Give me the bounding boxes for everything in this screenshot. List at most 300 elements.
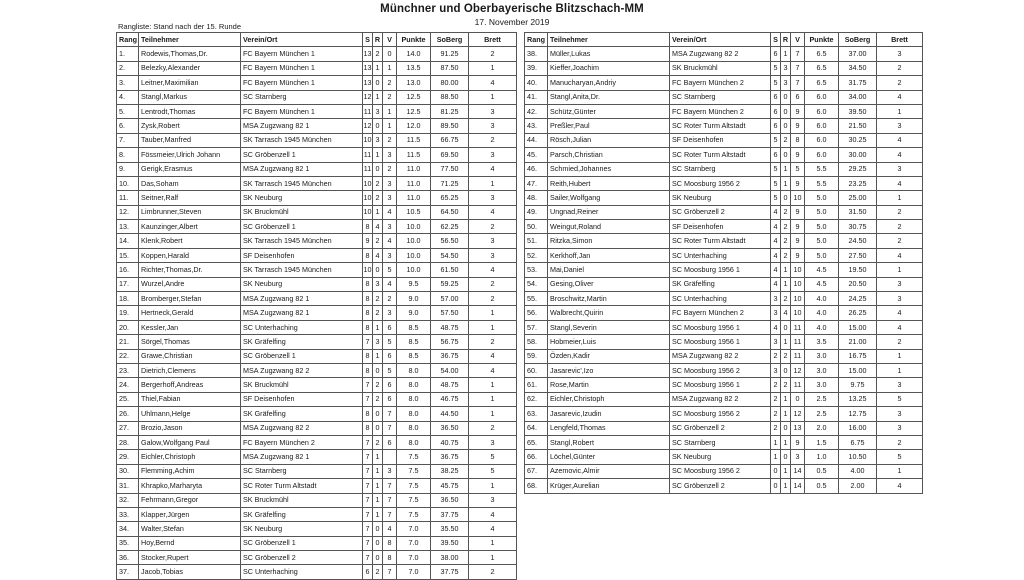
losses-cell: 6 xyxy=(791,90,805,104)
rank-cell: 7. xyxy=(117,133,139,147)
losses-cell: 14 xyxy=(791,464,805,478)
club-cell: SC Roter Turm Altstadt xyxy=(241,479,363,493)
table-row xyxy=(117,435,517,449)
club-cell: SC Unterhaching xyxy=(670,292,771,306)
table-row xyxy=(525,119,923,133)
draws-cell: 0 xyxy=(373,363,383,377)
soberg-cell: 91.25 xyxy=(431,47,469,61)
wins-cell: 12 xyxy=(363,90,373,104)
name-cell: Sörgel,Thomas xyxy=(139,335,241,349)
wins-cell: 6 xyxy=(771,148,781,162)
losses-cell: 6 xyxy=(383,435,397,449)
wins-cell: 8 xyxy=(363,292,373,306)
rank-cell: 5. xyxy=(117,104,139,118)
rank-cell: 40. xyxy=(525,76,548,90)
rank-cell: 30. xyxy=(117,464,139,478)
soberg-cell: 2.00 xyxy=(839,479,877,493)
wins-cell: 3 xyxy=(771,335,781,349)
wins-cell: 5 xyxy=(771,162,781,176)
ranking-table-left xyxy=(116,32,517,580)
draws-cell: 1 xyxy=(781,277,791,291)
board-cell: 1 xyxy=(469,320,517,334)
draws-cell: 3 xyxy=(373,104,383,118)
rank-cell: 26. xyxy=(117,407,139,421)
points-cell: 7.0 xyxy=(397,522,431,536)
draws-cell: 2 xyxy=(781,205,791,219)
points-cell: 11.5 xyxy=(397,133,431,147)
points-cell: 6.0 xyxy=(805,148,839,162)
document-title: Münchner und Oberbayerische Blitzschach-MM xyxy=(380,3,644,15)
losses-cell: 3 xyxy=(383,148,397,162)
points-cell: 3.0 xyxy=(805,349,839,363)
table-row xyxy=(525,306,923,320)
name-cell: Krüger,Aurelian xyxy=(548,479,670,493)
wins-cell: 7 xyxy=(363,392,373,406)
club-cell: SK Tarrasch 1945 München xyxy=(241,263,363,277)
board-cell: 3 xyxy=(877,277,923,291)
rank-cell: 68. xyxy=(525,479,548,493)
losses-cell: 12 xyxy=(791,407,805,421)
name-cell: Stangl,Severin xyxy=(548,320,670,334)
club-cell: SC Moosburg 1956 1 xyxy=(670,335,771,349)
soberg-cell: 65.25 xyxy=(431,191,469,205)
table-row xyxy=(117,248,517,262)
club-cell: MSA Zugzwang 82 1 xyxy=(241,292,363,306)
table-row xyxy=(525,407,923,421)
points-cell: 9.0 xyxy=(397,306,431,320)
soberg-cell: 69.50 xyxy=(431,148,469,162)
table-row xyxy=(117,320,517,334)
losses-cell: 7 xyxy=(383,493,397,507)
soberg-cell: 57.00 xyxy=(431,292,469,306)
club-cell: SC Starnberg xyxy=(241,464,363,478)
club-cell: SK Gräfelfing xyxy=(241,507,363,521)
rank-cell: 49. xyxy=(525,205,548,219)
rank-cell: 33. xyxy=(117,507,139,521)
table-row xyxy=(117,263,517,277)
table-row xyxy=(525,263,923,277)
draws-cell: 0 xyxy=(781,421,791,435)
board-cell: 3 xyxy=(469,248,517,262)
soberg-cell: 16.75 xyxy=(839,349,877,363)
draws-cell: 3 xyxy=(781,61,791,75)
header-soberg: SoBerg xyxy=(431,33,469,47)
points-cell: 11.0 xyxy=(397,176,431,190)
board-cell: 1 xyxy=(877,363,923,377)
name-cell: Özden,Kadir xyxy=(548,349,670,363)
name-cell: Eichler,Christoph xyxy=(139,450,241,464)
draws-cell: 4 xyxy=(373,220,383,234)
wins-cell: 13 xyxy=(363,61,373,75)
draws-cell: 1 xyxy=(373,507,383,521)
soberg-cell: 64.50 xyxy=(431,205,469,219)
draws-cell: 1 xyxy=(781,392,791,406)
losses-cell: 7 xyxy=(383,507,397,521)
board-cell: 2 xyxy=(877,234,923,248)
name-cell: Zysk,Robert xyxy=(139,119,241,133)
name-cell: Ritzka,Simon xyxy=(548,234,670,248)
header-v: V xyxy=(791,33,805,47)
points-cell: 7.5 xyxy=(397,507,431,521)
draws-cell: 1 xyxy=(373,148,383,162)
name-cell: Rodewis,Thomas,Dr. xyxy=(139,47,241,61)
points-cell: 8.5 xyxy=(397,335,431,349)
table-row xyxy=(117,119,517,133)
rank-cell: 55. xyxy=(525,292,548,306)
name-cell: Grawe,Christian xyxy=(139,349,241,363)
table-row xyxy=(117,479,517,493)
header-points: Punkte xyxy=(805,33,839,47)
board-cell: 2 xyxy=(877,335,923,349)
draws-cell: 1 xyxy=(781,464,791,478)
club-cell: SC Gröbenzell 1 xyxy=(241,148,363,162)
wins-cell: 8 xyxy=(363,363,373,377)
rank-cell: 61. xyxy=(525,378,548,392)
club-cell: SK Neuburg xyxy=(670,450,771,464)
club-cell: MSA Zugzwang 82 1 xyxy=(241,119,363,133)
club-cell: SC Moosburg 1956 1 xyxy=(670,378,771,392)
club-cell: SC Moosburg 1956 2 xyxy=(670,363,771,377)
table-row xyxy=(525,277,923,291)
table-row xyxy=(525,378,923,392)
losses-cell: 7 xyxy=(383,479,397,493)
wins-cell: 13 xyxy=(363,47,373,61)
wins-cell: 8 xyxy=(363,306,373,320)
name-cell: Leitner,Maximilian xyxy=(139,76,241,90)
points-cell: 9.0 xyxy=(397,292,431,306)
points-cell: 13.5 xyxy=(397,61,431,75)
soberg-cell: 66.75 xyxy=(431,133,469,147)
soberg-cell: 54.00 xyxy=(431,363,469,377)
table-row xyxy=(525,450,923,464)
wins-cell: 5 xyxy=(771,176,781,190)
name-cell: Rose,Martin xyxy=(548,378,670,392)
rank-cell: 23. xyxy=(117,363,139,377)
wins-cell: 10 xyxy=(363,191,373,205)
wins-cell: 11 xyxy=(363,104,373,118)
board-cell: 3 xyxy=(469,234,517,248)
board-cell: 5 xyxy=(877,392,923,406)
rank-cell: 65. xyxy=(525,435,548,449)
table-row xyxy=(525,61,923,75)
club-cell: SC Unterhaching xyxy=(241,565,363,579)
club-cell: FC Bayern München 2 xyxy=(670,104,771,118)
draws-cell: 0 xyxy=(781,450,791,464)
draws-cell: 2 xyxy=(781,378,791,392)
name-cell: Koppen,Harald xyxy=(139,248,241,262)
wins-cell: 7 xyxy=(363,536,373,550)
table-row xyxy=(117,349,517,363)
club-cell: SK Tarrasch 1945 München xyxy=(241,133,363,147)
document-date: 17. November 2019 xyxy=(474,17,550,27)
club-cell: SC Starnberg xyxy=(670,90,771,104)
soberg-cell: 15.00 xyxy=(839,363,877,377)
club-cell: SC Starnberg xyxy=(670,435,771,449)
board-cell: 2 xyxy=(877,76,923,90)
draws-cell: 0 xyxy=(373,536,383,550)
losses-cell: 0 xyxy=(383,47,397,61)
name-cell: Jacob,Tobias xyxy=(139,565,241,579)
draws-cell: 2 xyxy=(373,191,383,205)
points-cell: 5.5 xyxy=(805,176,839,190)
losses-cell: 2 xyxy=(383,90,397,104)
table-row xyxy=(117,277,517,291)
header-name: Teilnehmer xyxy=(139,33,241,47)
club-cell: SK Gräfelfing xyxy=(241,407,363,421)
header-r: R xyxy=(781,33,791,47)
club-cell: MSA Zugzwang 82 1 xyxy=(241,450,363,464)
soberg-cell: 71.25 xyxy=(431,176,469,190)
points-cell: 8.0 xyxy=(397,363,431,377)
club-cell: SF Deisenhofen xyxy=(241,392,363,406)
points-cell: 2.5 xyxy=(805,407,839,421)
board-cell: 3 xyxy=(469,435,517,449)
soberg-cell: 46.75 xyxy=(431,392,469,406)
club-cell: MSA Zugzwang 82 2 xyxy=(241,363,363,377)
club-cell: SC Gröbenzell 2 xyxy=(670,205,771,219)
board-cell: 1 xyxy=(877,349,923,363)
header-soberg: SoBerg xyxy=(839,33,877,47)
name-cell: Fössmeier,Ulrich Johann xyxy=(139,148,241,162)
name-cell: Fehrmann,Gregor xyxy=(139,493,241,507)
board-cell: 3 xyxy=(877,407,923,421)
name-cell: Thiel,Fabian xyxy=(139,392,241,406)
header-s: S xyxy=(363,33,373,47)
draws-cell: 3 xyxy=(781,76,791,90)
board-cell: 5 xyxy=(877,450,923,464)
losses-cell: 11 xyxy=(791,335,805,349)
losses-cell xyxy=(383,450,397,464)
table-row xyxy=(525,90,923,104)
soberg-cell: 34.00 xyxy=(839,90,877,104)
soberg-cell: 62.25 xyxy=(431,220,469,234)
points-cell: 8.0 xyxy=(397,378,431,392)
points-cell: 2.5 xyxy=(805,392,839,406)
table-row xyxy=(117,205,517,219)
board-cell: 2 xyxy=(469,565,517,579)
rank-cell: 18. xyxy=(117,292,139,306)
table-row xyxy=(117,493,517,507)
header-rank: Rang xyxy=(525,33,548,47)
soberg-cell: 31.75 xyxy=(839,76,877,90)
points-cell: 6.5 xyxy=(805,61,839,75)
rank-cell: 45. xyxy=(525,148,548,162)
name-cell: Das,Soham xyxy=(139,176,241,190)
losses-cell: 9 xyxy=(791,119,805,133)
name-cell: Brozio,Jason xyxy=(139,421,241,435)
board-cell: 2 xyxy=(469,277,517,291)
soberg-cell: 39.50 xyxy=(839,104,877,118)
draws-cell: 2 xyxy=(781,133,791,147)
wins-cell: 6 xyxy=(771,119,781,133)
soberg-cell: 21.50 xyxy=(839,119,877,133)
wins-cell: 7 xyxy=(363,450,373,464)
table-row xyxy=(525,234,923,248)
draws-cell: 1 xyxy=(781,162,791,176)
points-cell: 14.0 xyxy=(397,47,431,61)
table-row xyxy=(117,234,517,248)
losses-cell: 3 xyxy=(791,450,805,464)
rank-cell: 3. xyxy=(117,76,139,90)
points-cell: 8.0 xyxy=(397,407,431,421)
wins-cell: 7 xyxy=(363,479,373,493)
draws-cell: 0 xyxy=(373,263,383,277)
board-cell: 1 xyxy=(877,191,923,205)
name-cell: Rösch,Julian xyxy=(548,133,670,147)
rank-cell: 14. xyxy=(117,234,139,248)
points-cell: 6.0 xyxy=(805,133,839,147)
name-cell: Bromberger,Stefan xyxy=(139,292,241,306)
wins-cell: 2 xyxy=(771,392,781,406)
points-cell: 5.0 xyxy=(805,220,839,234)
board-cell: 4 xyxy=(469,363,517,377)
wins-cell: 4 xyxy=(771,248,781,262)
points-cell: 7.0 xyxy=(397,551,431,565)
soberg-cell: 23.25 xyxy=(839,176,877,190)
rank-cell: 11. xyxy=(117,191,139,205)
board-cell: 2 xyxy=(469,47,517,61)
club-cell: SC Gröbenzell 2 xyxy=(241,551,363,565)
name-cell: Jasarevic',Izo xyxy=(548,363,670,377)
soberg-cell: 57.50 xyxy=(431,306,469,320)
table-row xyxy=(117,176,517,190)
soberg-cell: 54.50 xyxy=(431,248,469,262)
standing-note: Rangliste: Stand nach der 15. Runde xyxy=(118,22,241,31)
points-cell: 8.5 xyxy=(397,320,431,334)
losses-cell: 9 xyxy=(791,234,805,248)
wins-cell: 3 xyxy=(771,363,781,377)
draws-cell: 1 xyxy=(781,176,791,190)
draws-cell: 1 xyxy=(781,407,791,421)
soberg-cell: 80.00 xyxy=(431,76,469,90)
board-cell: 3 xyxy=(469,191,517,205)
header-v: V xyxy=(383,33,397,47)
board-cell: 3 xyxy=(469,104,517,118)
table-row xyxy=(117,90,517,104)
rank-cell: 50. xyxy=(525,220,548,234)
name-cell: Gerigk,Erasmus xyxy=(139,162,241,176)
rank-cell: 37. xyxy=(117,565,139,579)
name-cell: Mai,Daniel xyxy=(548,263,670,277)
soberg-cell: 44.50 xyxy=(431,407,469,421)
club-cell: MSA Zugzwang 82 1 xyxy=(241,306,363,320)
name-cell: Dietrich,Clemens xyxy=(139,363,241,377)
board-cell: 4 xyxy=(877,306,923,320)
name-cell: Weingut,Roland xyxy=(548,220,670,234)
points-cell: 2.0 xyxy=(805,421,839,435)
losses-cell: 9 xyxy=(791,248,805,262)
draws-cell: 2 xyxy=(373,392,383,406)
rank-cell: 38. xyxy=(525,47,548,61)
club-cell: SF Deisenhofen xyxy=(241,248,363,262)
club-cell: SC Gröbenzell 1 xyxy=(241,349,363,363)
points-cell: 7.5 xyxy=(397,493,431,507)
draws-cell: 2 xyxy=(781,234,791,248)
soberg-cell: 36.75 xyxy=(431,450,469,464)
losses-cell: 2 xyxy=(383,76,397,90)
draws-cell: 1 xyxy=(781,263,791,277)
club-cell: SF Deisenhofen xyxy=(670,133,771,147)
losses-cell: 8 xyxy=(383,551,397,565)
club-cell: SC Unterhaching xyxy=(241,320,363,334)
name-cell: Richter,Thomas,Dr. xyxy=(139,263,241,277)
header-board: Brett xyxy=(877,33,923,47)
draws-cell: 0 xyxy=(781,90,791,104)
soberg-cell: 30.75 xyxy=(839,220,877,234)
club-cell: SK Neuburg xyxy=(241,277,363,291)
rank-cell: 10. xyxy=(117,176,139,190)
points-cell: 10.0 xyxy=(397,220,431,234)
soberg-cell: 88.50 xyxy=(431,90,469,104)
club-cell: SF Deisenhofen xyxy=(670,220,771,234)
draws-cell: 2 xyxy=(781,248,791,262)
wins-cell: 9 xyxy=(363,234,373,248)
header-r: R xyxy=(373,33,383,47)
board-cell: 1 xyxy=(469,90,517,104)
table-row xyxy=(525,479,923,493)
wins-cell: 8 xyxy=(363,248,373,262)
points-cell: 0.5 xyxy=(805,464,839,478)
name-cell: Lentrodt,Thomas xyxy=(139,104,241,118)
soberg-cell: 48.75 xyxy=(431,320,469,334)
club-cell: FC Bayern München 2 xyxy=(670,76,771,90)
table-row xyxy=(525,292,923,306)
name-cell: Tauber,Manfred xyxy=(139,133,241,147)
losses-cell: 3 xyxy=(383,248,397,262)
club-cell: SK Tarrasch 1945 München xyxy=(241,234,363,248)
wins-cell: 2 xyxy=(771,378,781,392)
club-cell: SC Gröbenzell 1 xyxy=(241,220,363,234)
draws-cell: 2 xyxy=(781,292,791,306)
wins-cell: 2 xyxy=(771,407,781,421)
wins-cell: 7 xyxy=(363,522,373,536)
points-cell: 9.5 xyxy=(397,277,431,291)
name-cell: Eichler,Christoph xyxy=(548,392,670,406)
board-cell: 5 xyxy=(469,464,517,478)
header-club: Verein/Ort xyxy=(670,33,771,47)
points-cell: 4.5 xyxy=(805,263,839,277)
name-cell: Walter,Stefan xyxy=(139,522,241,536)
draws-cell: 4 xyxy=(373,248,383,262)
board-cell: 4 xyxy=(877,176,923,190)
club-cell: SK Neuburg xyxy=(241,191,363,205)
rank-cell: 22. xyxy=(117,349,139,363)
rank-cell: 20. xyxy=(117,320,139,334)
wins-cell: 2 xyxy=(771,349,781,363)
soberg-cell: 87.50 xyxy=(431,61,469,75)
soberg-cell: 13.25 xyxy=(839,392,877,406)
points-cell: 5.0 xyxy=(805,191,839,205)
points-cell: 10.5 xyxy=(397,205,431,219)
losses-cell: 9 xyxy=(791,435,805,449)
losses-cell: 4 xyxy=(383,234,397,248)
rank-cell: 63. xyxy=(525,407,548,421)
board-cell: 4 xyxy=(877,90,923,104)
club-cell: FC Bayern München 1 xyxy=(241,61,363,75)
board-cell: 2 xyxy=(469,292,517,306)
board-cell: 1 xyxy=(469,536,517,550)
rank-cell: 28. xyxy=(117,435,139,449)
soberg-cell: 16.00 xyxy=(839,421,877,435)
wins-cell: 4 xyxy=(771,234,781,248)
points-cell: 3.0 xyxy=(805,378,839,392)
points-cell: 10.0 xyxy=(397,248,431,262)
table-row xyxy=(117,464,517,478)
losses-cell: 9 xyxy=(791,205,805,219)
wins-cell: 8 xyxy=(363,277,373,291)
table-row xyxy=(117,335,517,349)
draws-cell: 2 xyxy=(781,220,791,234)
